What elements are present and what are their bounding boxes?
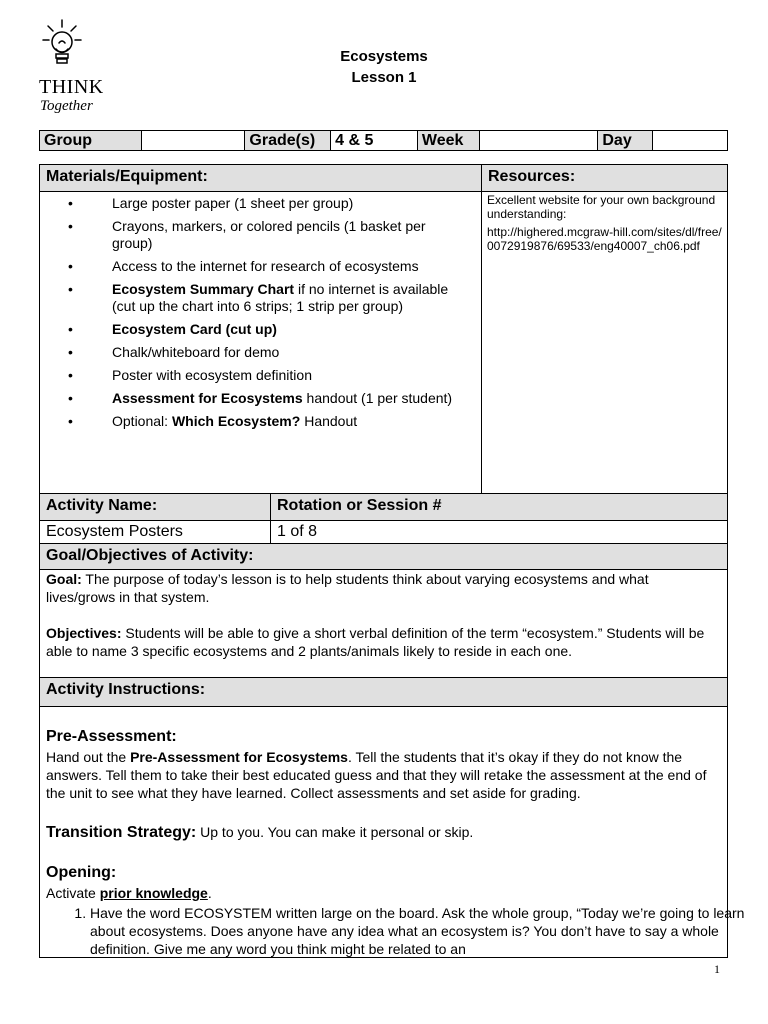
list-item: • Crayons, markers, or colored pencils (1 basket per group) xyxy=(60,218,460,252)
grades-label: Grade(s) xyxy=(245,131,331,150)
week-field[interactable] xyxy=(480,131,599,150)
goals-heading: Goal/Objectives of Activity: xyxy=(39,543,728,570)
opening-heading: Opening: xyxy=(46,864,117,881)
resources-content xyxy=(487,193,723,257)
resources-text: Excellent website for your own background understanding: xyxy=(487,193,716,221)
logo-together-text: Together xyxy=(40,98,93,114)
document-title: Ecosystems xyxy=(340,48,428,65)
logo-think-text: THINK xyxy=(39,76,104,98)
opening-steps xyxy=(46,904,750,958)
list-item: • Chalk/whiteboard for demo xyxy=(60,344,460,361)
group-field[interactable] xyxy=(142,131,246,150)
materials-list xyxy=(60,195,460,436)
list-item: • Optional: Which Ecosystem? Handout xyxy=(60,413,460,430)
transition-strategy: Transition Strategy: Up to you. You can make it personal or skip. xyxy=(46,824,474,841)
document-subtitle: Lesson 1 xyxy=(351,69,417,86)
instructions-heading: Activity Instructions: xyxy=(39,677,728,707)
day-label: Day xyxy=(598,131,653,150)
lightbulb-icon xyxy=(42,18,82,74)
list-item: • Assessment for Ecosystems handout (1 per student) xyxy=(60,390,460,407)
activity-name-label: Activity Name: xyxy=(39,493,271,521)
column-divider xyxy=(481,164,482,494)
list-item: • Poster with ecosystem definition xyxy=(60,367,460,384)
activate-text: Activate prior knowledge. xyxy=(46,885,212,901)
page-number: 1 xyxy=(714,962,720,976)
list-item: • Ecosystem Card (cut up) xyxy=(60,321,460,338)
list-item: • Ecosystem Summary Chart if no internet is available (cut up the chart into 6 strips; 1 strip per group) xyxy=(60,281,460,315)
group-label: Group xyxy=(40,131,142,150)
rotation-value: 1 of 8 xyxy=(270,520,728,544)
list-item: • Large poster paper (1 sheet per group) xyxy=(60,195,460,212)
materials-heading: Materials/Equipment: xyxy=(39,164,482,192)
list-item: • Access to the internet for research of ecosystems xyxy=(60,258,460,275)
grades-field[interactable]: 4 & 5 xyxy=(331,131,418,150)
pre-assessment-text: Hand out the Pre-Assessment for Ecosystems. Tell the students that it’s okay if they do not know the answers. Tell them to take their best educated guess and that they will retake the assessment at the end of the unit to see what they have learned. Collect assessments and set aside for grading. xyxy=(46,749,707,801)
pre-assessment-heading: Pre-Assessment: xyxy=(46,728,177,745)
day-field[interactable] xyxy=(653,131,727,150)
goal-paragraph: Goal: The purpose of today’s lesson is to help students think about varying ecosystems and what lives/grows in that system. xyxy=(46,571,649,605)
think-together-logo xyxy=(36,18,116,118)
header-row xyxy=(39,130,728,151)
objectives-paragraph: Objectives: Students will be able to give a short verbal definition of the term “ecosystem.” Students will be able to name 3 specific ecosystems and 2 plants/animals likely to reside in each one. xyxy=(46,625,705,659)
week-label: Week xyxy=(418,131,480,150)
resources-heading: Resources: xyxy=(481,164,728,192)
list-item: 1. Have the word ECOSYSTEM written large on the board. Ask the whole group, “Today we’re going to learn about ecosystems. Does anyone have any idea what an ecosystem is? You don’t have to say a whole definition. Give me any word you think might be related to an xyxy=(90,904,750,958)
resource-link[interactable]: http://highered.mcgraw-hill.com/sites/dl/free/0072919876/69533/eng40007_ch06.pdf xyxy=(487,225,722,253)
activity-name-value: Ecosystem Posters xyxy=(39,520,271,544)
rotation-label: Rotation or Session # xyxy=(270,493,728,521)
